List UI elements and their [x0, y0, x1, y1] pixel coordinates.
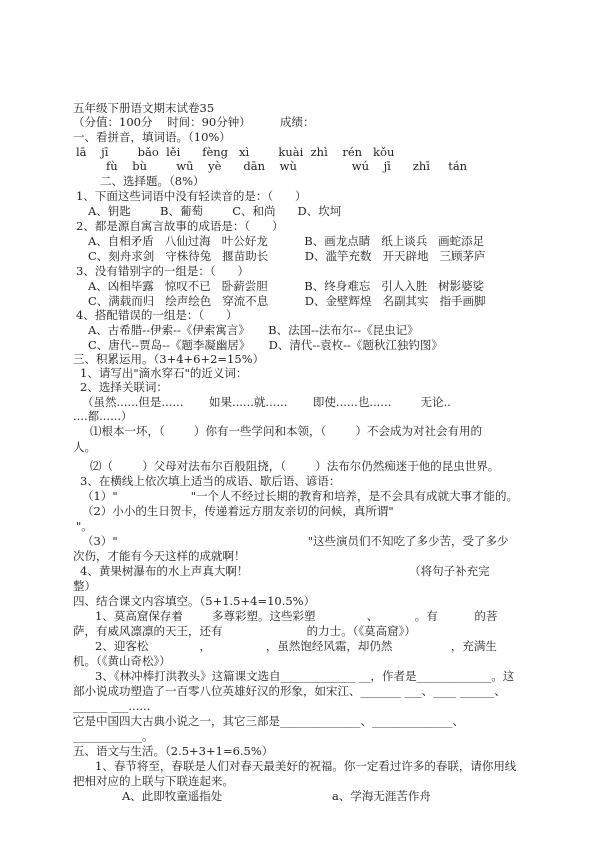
- document-line: （分值：100分 时间：90分钟） 成绩：: [73, 115, 315, 129]
- document-line: 机。（《黄山奇松》）: [73, 654, 171, 668]
- document-line: 4、黄果树瀑布的水上声真大啊！ （将句子补充完: [80, 564, 490, 578]
- document-line: 整）: [73, 579, 96, 593]
- document-line: ....都......）: [73, 409, 133, 423]
- document-line: 把相对应的上联与下联连起来。: [73, 774, 234, 788]
- document-line: C、刻舟求剑 守株待兔 揠苗助长 D、滥竽充数 开天辟地 三顾茅庐: [88, 249, 486, 263]
- document-line: （3）" "这些演员们不知吃了多少苦，受了多少: [82, 534, 509, 548]
- document-line: 一、看拼音，填词语。（10%）: [73, 130, 231, 144]
- document-line: A、凶相毕露 惊叹不已 卧薪尝胆 B、终身难忘 引人入胜 树影婆娑: [88, 279, 485, 293]
- document-line: "。: [76, 519, 93, 533]
- document-line: ⑵（ ）父母对法布尔百般阻挠，（ ）法布尔仍然痴迷于他的昆虫世界。: [90, 459, 500, 473]
- document-line: 1、春节将至，春联是人们对春天最美好的祝福。你一定看过许多的春联，请你用线: [95, 759, 517, 773]
- document-line: 4、搭配错误的一组是：（ ）: [76, 308, 238, 322]
- document-line: fù bù wū yè dān wù wú jī zhī tán: [106, 159, 468, 173]
- document-line: ______ ___......: [73, 699, 151, 713]
- document-line: 3、在横线上依次填上适当的成语、歇后语、谚语：: [80, 474, 341, 488]
- document-line: A、此即牧童遥指处 a、学海无涯苦作舟: [122, 789, 431, 803]
- document-line: 3、《林冲棒打洪教头》这篇课文选自_____________ __，作者是_____________。这: [95, 669, 515, 683]
- document-line: A、钥匙 B、葡萄 C、和尚 D、坎坷: [88, 204, 342, 218]
- document-line: lā jī bǎo lěi fèng xì kuài zhì rén kǒu: [76, 145, 395, 159]
- document-line: A、自相矛盾 八仙过海 叶公好龙 B、画龙点睛 纸上谈兵 画蛇添足: [88, 234, 485, 248]
- document-line: （2）小小的生日贺卡，传递着远方朋友亲切的问候，真所谓": [82, 504, 394, 518]
- document-line: 2、迎客松 ， ，虽然饱经风霜，却仍然 ，充满生: [95, 639, 497, 653]
- document-line: 四、结合课文内容填空。（5+1.5+4=10.5%）: [73, 594, 316, 608]
- document-line: 2、选择关联词：: [80, 380, 168, 394]
- document-line: （虽然......但是...... 如果......就...... 即使......也...... 无论..: [82, 395, 451, 409]
- document-line: 五、语文与生活。（2.5+3+1=6.5%）: [73, 744, 274, 758]
- document-line: C、满载而归 绘声绘色 穿流不息 D、金壁辉煌 名副其实 指手画脚: [88, 294, 486, 308]
- document-line: 三、积累运用。（3+4+6+2=15%）: [73, 352, 265, 366]
- document-line: 二、选择题。（8%）: [100, 174, 205, 188]
- document-line: ____________。: [73, 729, 154, 743]
- exam-title: 五年级下册语文期末试卷35: [73, 101, 215, 115]
- document-line: 1、莫高窟保存着 多尊彩塑。这些彩塑 、 。有 的菩: [95, 609, 498, 623]
- document-line: ⑴根本一坏，（ ）你有一些学问和本领，（ ）不会成为对社会有用的: [90, 424, 482, 438]
- document-line: （1）" "一个人不经过长期的教育和培养，是不会具有成就大事才能的。: [82, 489, 519, 503]
- document-line: C、唐代--贾岛--《题李凝幽居》 D、清代--袁枚--《题秋江独钓图》: [88, 338, 443, 352]
- document-line: 它是中国四大古典小说之一，其它三部是______________、______________、: [73, 714, 464, 728]
- document-line: 次伤，才能有今天这样的成就啊！: [73, 549, 246, 563]
- document-line: 2、都是源自寓言故事的成语是：（ ）: [76, 219, 284, 233]
- document-line: 1、下面这些词语中没有轻读音的是：（ ）: [76, 189, 307, 203]
- document-line: 人。: [73, 440, 96, 454]
- document-line: 部小说成功塑造了一百零八位英雄好汉的形象，如宋江、_______ ___、____ ______、: [73, 684, 506, 698]
- document-line: 萨，有威风凛凛的天王，还有 的力士。（《莫高窟》）: [73, 624, 416, 638]
- document-line: A、古希腊--伊索--《伊索寓言》 B、法国--法布尔--《昆虫记》: [88, 323, 419, 337]
- document-line: 3、没有错别字的一组是：（ ）: [76, 264, 249, 278]
- document-line: 1、请写出"滴水穿石"的近义词：: [80, 366, 248, 380]
